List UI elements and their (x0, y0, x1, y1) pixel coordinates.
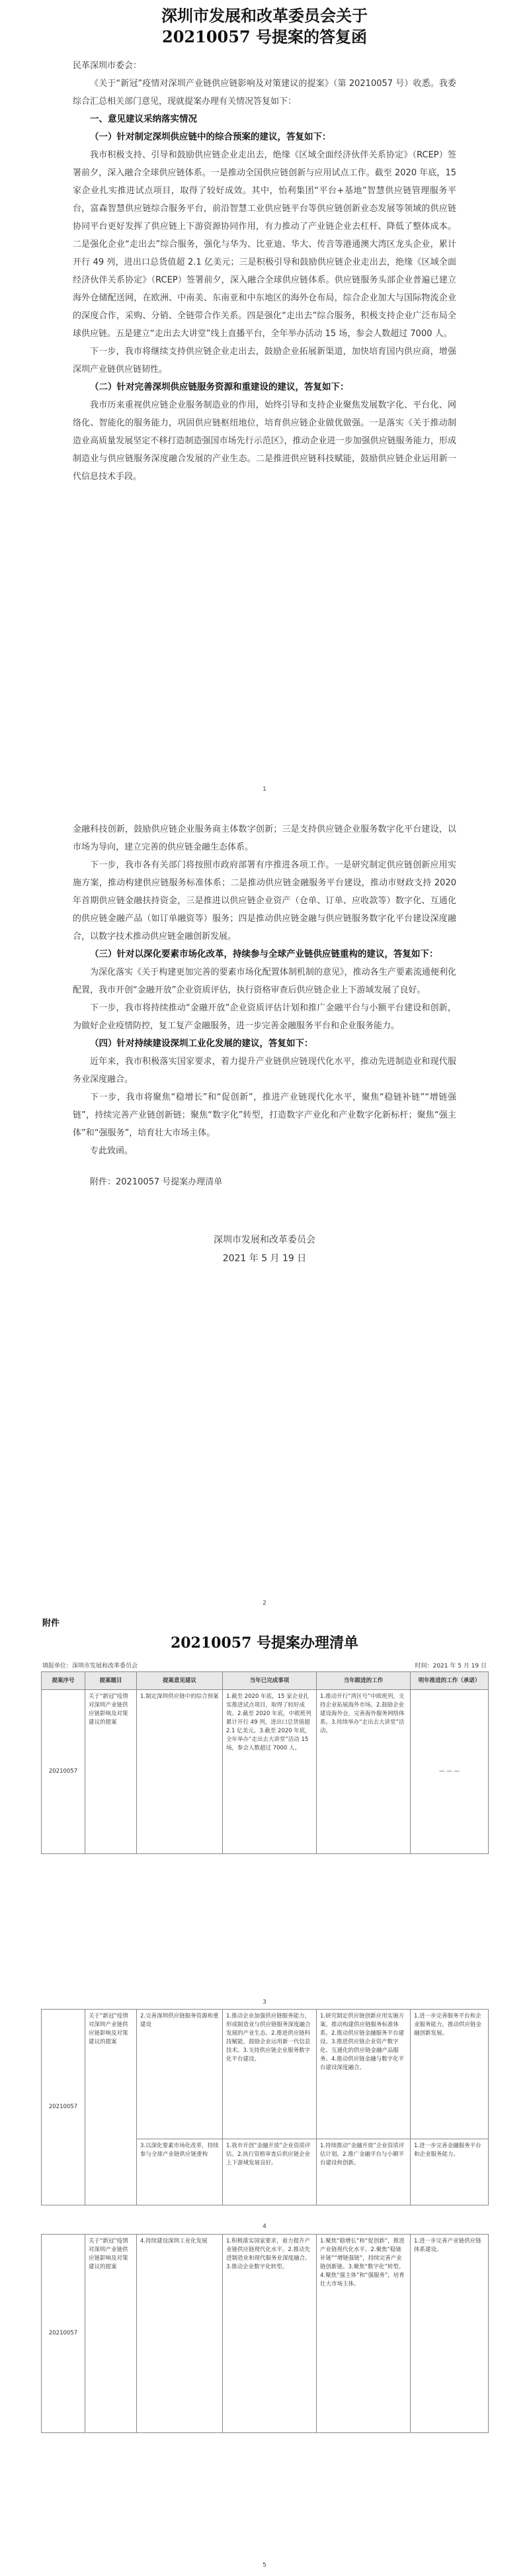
page-number-1: 1 (263, 786, 266, 793)
cell-suggestion: 3.以深化要素市场化改革，持续参与全球产业链供应链重构 (137, 2139, 223, 2205)
annex-table-part-2 (41, 2009, 489, 2205)
header-follow: 当年跟进的工作 (317, 1672, 411, 1690)
cell-next: — — — (411, 1690, 489, 1854)
annex-table-part-3 (41, 2234, 489, 2433)
closing-remark: 专此致函。 (90, 1146, 134, 1156)
annex-label: 附件 (42, 1619, 60, 1628)
header-no: 提案序号 (42, 1672, 85, 1690)
table-row (42, 2235, 489, 2433)
sub1-paragraph-2: 下一步，我市将继续支持供应链企业走出去，鼓励企业拓展新渠道，加快培育国内供应商，增强深圳产业链供应链韧性。 (73, 347, 456, 375)
cell-done: 1.积极落实国家要求，着力提升产业链供应链现代化水平。2.推动先进制造业和现代服务业深度融合。3.推动企业数字化转型。 (223, 2235, 317, 2433)
cell-suggestion: 2.完善深圳供应链服务资源和重建设 (137, 2010, 223, 2139)
header-done: 当年已完成事项 (223, 1672, 317, 1690)
sub-heading-3: （三）针对以深化要素市场化改革，持续参与全球产业链供应链重构的建议，答复如下： (90, 949, 438, 959)
sub1-paragraph-1: 我市积极支持、引导和鼓励供应链企业走出去，绝缘《区域全面经济伙伴关系协定》（RCEP）签署前夕，深入融合全球供应链体系。一是推动全国供应链创新与应用试点工作。截至 2020 年底，15 家企业扎实推进试点项目，取得了较好成效。其中，怡利集团“平台+基地”智慧供应链管理服务平台，富森智慧供应链综合服务平台，前沿智慧工业供应链平台等供应链创新业态发展等领域的供应链协同平台更好发挥了供应链上下游资源协同作用，有力推动了产业链企业去杠杆、降低了整体成本。二是强化企业“走出去”综合服务，强化与华为、比亚迪、华大、传音等港通澳大湾区龙头企业，累计开行 49 列，进出口总货值超 2.1 亿美元；三是积极引导和鼓励供应链企业走出去，绝缘《区域全面经济伙伴关系协定》（RCEP）签署前夕，深入融合全球供应链体系。供应链服务头部企业普遍已建立海外仓储配送网，在欧洲、中南美、东南亚和中东地区的海外仓布局，综合企业加大与国际物流企业的深度合作，采购、分销、全链带合作关系。四是强化“走出去”综合服务，积极支持企业广泛布局全球供应链。五是建立“走出去大讲堂”线上直播平台，全年举办活动 15 场，参会人数超过 7000 人。 (73, 150, 456, 339)
cell-follow: 1.持续推动“金融开放”企业资质评估计划。2.推广金融平台与小额平台建设和创新。 (317, 2139, 411, 2205)
table-header-row (42, 1672, 489, 1690)
signature-organization: 深圳市发展和改革委员会 (214, 1235, 315, 1245)
sub2-paragraph-3: 下一步，我市各有关部门将按照市政府部署有序推进各项工作。一是研究制定供应链创新应用实施方案，推动构建供应链服务标准体系；二是推动供应链金融服务平台建设，推动市财政支持 2020 年首期供应链金融扶持资金，三是推进以供应链企业资产（仓单、订单、应收款等）数字化、互通化的供应链金融产品（如订单融资等）服务；四是推动供应链金融与供应链服务数字化平台建设深度融合，以数字技术推动供应链金融创新发展。 (73, 860, 456, 942)
cell-follow: 1.推动开行“湾区号”中欧班列，支持企业拓展海外市场。2.鼓励企业建设海外仓，完善海外服务网络体系。3.持续举办“走出去大讲堂”活动。 (317, 1690, 411, 1854)
cell-next: 1.进一步完善服务平台和企业服务能力，推动供应链金融创新发展。 (411, 2010, 489, 2139)
cell-follow: 1.聚焦“稳增长”和“促创新”，推进产业链现代化水平。2.聚焦“稳链补链”“增链强链”，持续完善产业链创新链。3.聚焦“数字化”转型。4.聚焦“强主体”和“强服务”，培育壮大市场主体。 (317, 2235, 411, 2433)
sub4-paragraph-1: 近年来，我市积极落实国家要求，着力提升产业链供应链现代化水平，推动先进制造业和现代服务业深度融合。 (73, 1057, 456, 1085)
header-suggestion: 提案意见建议 (137, 1672, 223, 1690)
sub3-paragraph-1: 为深化落实《关于构建更加完善的要素市场化配置体制机制的意见》，推动各生产要素流通便利化配置，我市开创“金融开放”企业资质评估，执行资格审查后供应链企业上下游域发展了良好。 (73, 967, 456, 995)
annex-meta-unit: 填报单位：深圳市发展和改革委员会 (42, 1663, 138, 1669)
sub-heading-4: （四）针对持续建设深圳工业化发展的建议，答复如下： (90, 1038, 313, 1049)
letter-page-2 (73, 821, 456, 1268)
sub-heading-2: （二）针对完善深圳供应链服务资源和重建设的建议，答复如下： (90, 382, 349, 392)
sub-heading-1: （一）针对制定深圳供应链中的综合预案的建议，答复如下： (90, 132, 331, 142)
sub2-paragraph-2: 金融科技创新，鼓励供应链企业服务商主体数字创新；三是支持供应链企业服务数字化平台建设，以市场为导向，建立完善的供应链金融生态体系。 (73, 824, 456, 852)
sub2-paragraph-1: 我市历来重视供应链企业服务制造业的作用，始终引导和支持企业聚焦发展数字化、平台化、网络化、智能化的服务能力，巩固供应链枢纽地位，培育供应链企业做优做强。一是落实《关于推动制造业高质量发展坚定不移打造制造强国市场先行示范区》，推动企业进一步加强供应链服务能力，形成制造业与供应链服务深度融合发展的产业生态。二是推进供应链科技赋能，鼓励供应链企业运用新一代信息技术手段。 (73, 400, 456, 482)
cell-no: 20210057 (42, 1690, 85, 1854)
cell-suggestion: 1.制定深圳供应链中的综合预案 (137, 1690, 223, 1854)
cell-topic: 关于“新冠”疫情对深圳产业链供应链影响及对策建议的提案 (85, 2010, 137, 2205)
letter-title-line-1: 深圳市发展和改革委员会关于 (161, 6, 368, 25)
sub4-paragraph-2: 下一步，我市将聚焦“稳增长”和“促创新”，推进产业链现代化水平，聚焦“稳链补链”“增链强链”，持续完善产业链创新链；聚焦“数字化”转型，打造数字产业化和产业数字化新标杆；聚焦“强主体”和“强服务”，培育壮大市场主体。 (73, 1092, 456, 1138)
header-next: 明年推进的工作（承诺） (411, 1672, 489, 1690)
cell-no: 20210057 (42, 2010, 85, 2205)
cell-follow: 1.研究制定供应链创新应用实施方案，推动构建供应链服务标准体系。2.推动供应链金融服务平台建设。3.推进供应链企业资产数字化、互通化的供应链金融产品服务。4.推动供应链金融与数字化平台建设深度融合。 (317, 2010, 411, 2139)
table-row (42, 1690, 489, 1854)
intro-paragraph: 《关于“新冠”疫情对深圳产业链供应链影响及对策建议的提案》（第 20210057 号）收悉。我委综合汇总相关部门意见，现就提案办理有关情况答复如下： (73, 79, 456, 107)
cell-done: 1.我市开创“金融开放”企业资质评估。2.执行资格审查后供应链企业上下游域发展良好。 (223, 2139, 317, 2205)
cell-next: 1.进一步完善金融服务平台和企业服务能力。 (411, 2139, 489, 2205)
cell-done: 1.截至 2020 年底，15 家企业扎实推进试点项目，取得了较好成效。2.截至 2020 年底，中欧班列累计开行 49 列，进出口总货值超 2.1 亿美元。3.截至 2020 年底，全年举办“走出去大讲堂”活动 15 场，参会人数超过 7000 人。 (223, 1690, 317, 1854)
cell-next: 1.进一步完善产业链供应链体系建设。 (411, 2235, 489, 2433)
cell-no: 20210057 (42, 2235, 85, 2433)
annex-meta-date: 时间：2021 年 5 月 19 日 (415, 1663, 487, 1669)
page-number-2: 2 (263, 1600, 266, 1607)
salutation: 民革深圳市委会： (73, 61, 142, 71)
cell-done: 1.推动企业加强供应链服务能力，形成制造业与供应链服务深度融合发展的产业生态。2.推进供应链科技赋能，鼓励企业运用新一代信息技术。3.支持供应链企业服务数字化平台建设。 (223, 2010, 317, 2139)
header-topic: 提案题目 (85, 1672, 137, 1690)
page-number-5: 5 (263, 2562, 266, 2569)
table-row (42, 2010, 489, 2139)
annex-title: 20210057 号提案办理清单 (170, 1634, 359, 1652)
signature-date: 2021 年 5 月 19 日 (222, 1253, 307, 1264)
annex-table-part-1 (41, 1671, 489, 1854)
cell-topic: 关于“新冠”疫情对深圳产业链供应链影响及对策建议的提案 (85, 2235, 137, 2433)
page-number-3: 3 (263, 1999, 266, 2006)
cell-suggestion: 4.持续建设深圳工业化发展 (137, 2235, 223, 2433)
section-heading-one: 一、意见建议采纳落实情况 (90, 114, 197, 124)
cell-topic: 关于“新冠”疫情对深圳产业链供应链影响及对策建议的提案 (85, 1690, 137, 1854)
letter-page-1 (73, 5, 456, 486)
letter-title-line-2: 20210057 号提案的答复函 (162, 27, 367, 46)
page-number-4: 4 (263, 2223, 266, 2230)
attachment-note: 附件：20210057 号提案办理清单 (90, 1177, 223, 1187)
sub3-paragraph-2: 下一步，我市将持续推动“金融开放”企业资质评估计划和推广金融平台与小额平台建设和创新，为做好企业疫情防控，复工复产金融服务，进一步完善金融服务平台和企业服务能力。 (73, 1003, 456, 1031)
